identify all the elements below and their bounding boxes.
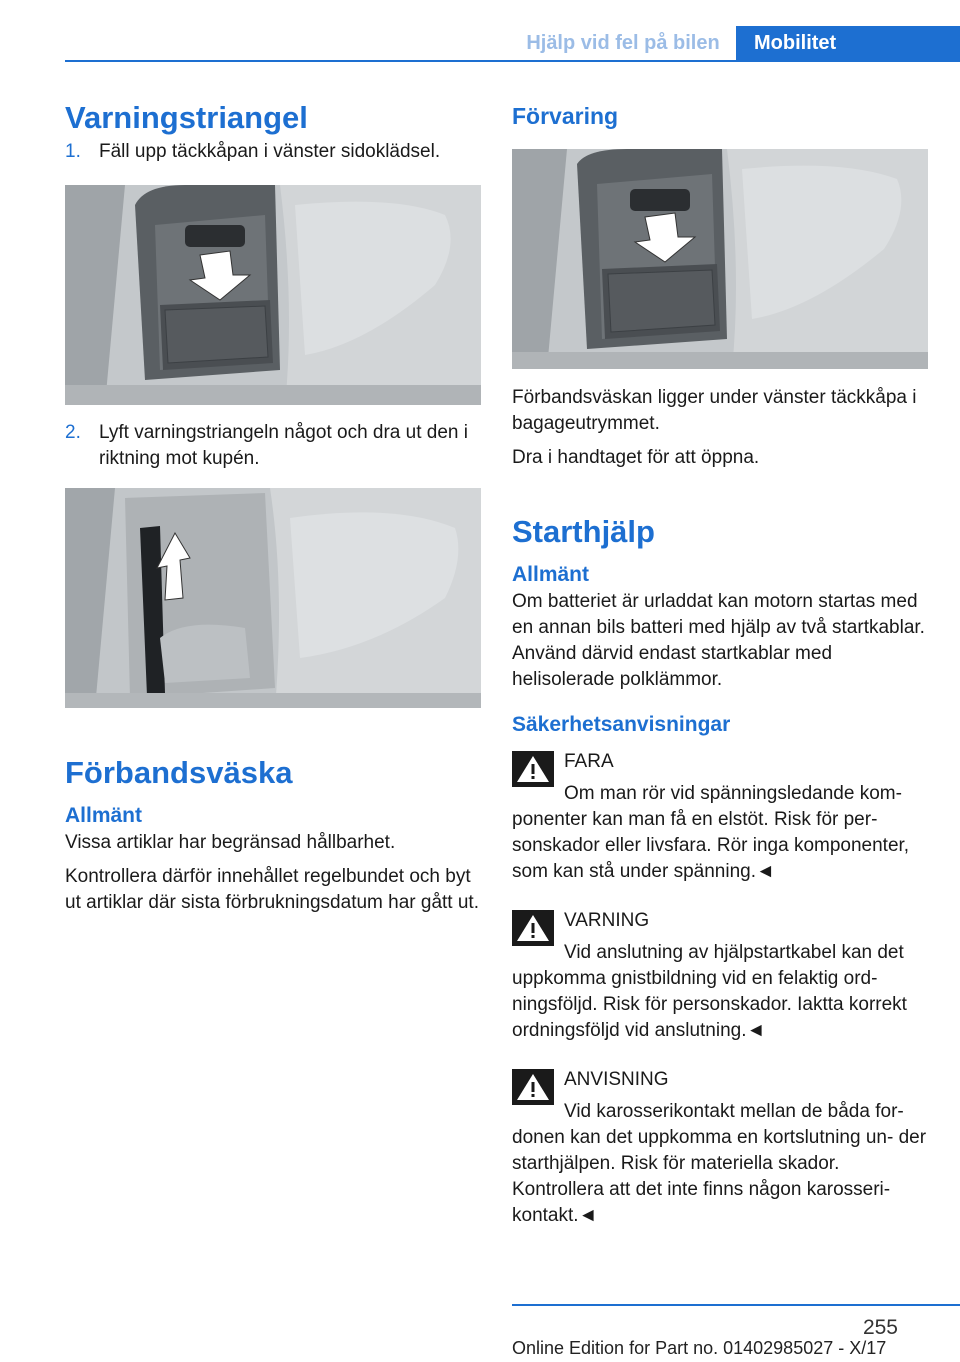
first-aid-kit-title: Förbandsväska	[65, 755, 293, 790]
warning-label: ANVISNING	[564, 1069, 669, 1090]
warning-notice	[512, 1067, 928, 1229]
storage-paragraph-1: Förbandsväskan ligger under vänster täckkåpa i bagageutrymmet.	[512, 387, 917, 434]
section-tab[interactable]: Hjälp vid fel på bilen	[526, 32, 720, 54]
warning-text-first: Vid karosserikontakt mellan de båda for‐	[564, 1101, 904, 1122]
safety-heading: Säkerhetsanvisningar	[512, 713, 731, 736]
header-divider	[65, 60, 960, 62]
warning-danger	[512, 749, 928, 885]
left-column	[65, 95, 481, 916]
warning-text-rest: uppkomma gnistbildning vid en felaktig ord‐ ningsföljd. Risk för personskador. Iaktta korrekt ordningsföljd vid anslutning.◄	[512, 968, 907, 1041]
footer-divider	[512, 1304, 960, 1306]
step-1	[65, 139, 481, 165]
warning-caution	[512, 908, 928, 1044]
page-number: 255	[862, 1316, 898, 1339]
step-text: Lyft varningstriangeln något och dra ut den i riktning mot kupén.	[99, 422, 468, 469]
warning-triangle-icon	[512, 910, 554, 946]
warning-text-rest: ponenter kan man få en elstöt. Risk för per‐ sonskador eller livsfara. Rör inga komponenter, som kan stå under spänning.◄	[512, 809, 910, 882]
warning-triangle-icon	[512, 1069, 554, 1105]
step-number: 2.	[65, 422, 81, 443]
first-aid-kit-photo	[512, 149, 928, 369]
step-text: Fäll upp täckkåpan i vänster sidoklädsel.	[99, 141, 441, 162]
kit-paragraph-1: Vissa artiklar har begränsad hållbarhet.	[65, 832, 396, 853]
chapter-tab[interactable]: Mobilitet	[736, 26, 960, 62]
step-2	[65, 420, 481, 472]
edition-note: Online Edition for Part no. 01402985027 - X/17	[512, 1338, 887, 1358]
trunk-cover-photo	[65, 185, 481, 405]
step-number: 1.	[65, 141, 81, 162]
warning-label: FARA	[564, 751, 614, 772]
kit-paragraph-2: Kontrollera därför innehållet regelbundet och byt ut artiklar där sista förbrukningsdatum har gått ut.	[65, 866, 479, 913]
storage-paragraph-2: Dra i handtaget för att öppna.	[512, 447, 760, 468]
warning-triangle-icon	[512, 751, 554, 787]
warning-triangle-title: Varningstriangel	[65, 100, 308, 135]
page-header	[0, 0, 960, 62]
jump-start-title: Starthjälp	[512, 514, 655, 549]
warning-label: VARNING	[564, 910, 650, 931]
jump-general-heading: Allmänt	[512, 563, 590, 586]
right-column	[512, 95, 928, 1229]
warning-text-first: Om man rör vid spänningsledande kom‐	[564, 783, 902, 804]
triangle-removal-photo	[65, 488, 481, 708]
kit-general-heading: Allmänt	[65, 804, 143, 827]
warning-text-first: Vid anslutning av hjälpstartkabel kan det	[564, 942, 904, 963]
storage-heading: Förvaring	[512, 103, 619, 129]
warning-text-rest: donen kan det uppkomma en kortslutning un‐ der starthjälpen. Risk för materiella skador. Kontrollera att det inte finns någon karosseri‐ kontakt.◄	[512, 1127, 927, 1226]
jump-general-text: Om batteriet är urladdat kan motorn startas med en annan bils batteri med hjälp av två startkablar. Använd därvid endast startkablar med helisolerade polklämmor.	[512, 591, 925, 690]
